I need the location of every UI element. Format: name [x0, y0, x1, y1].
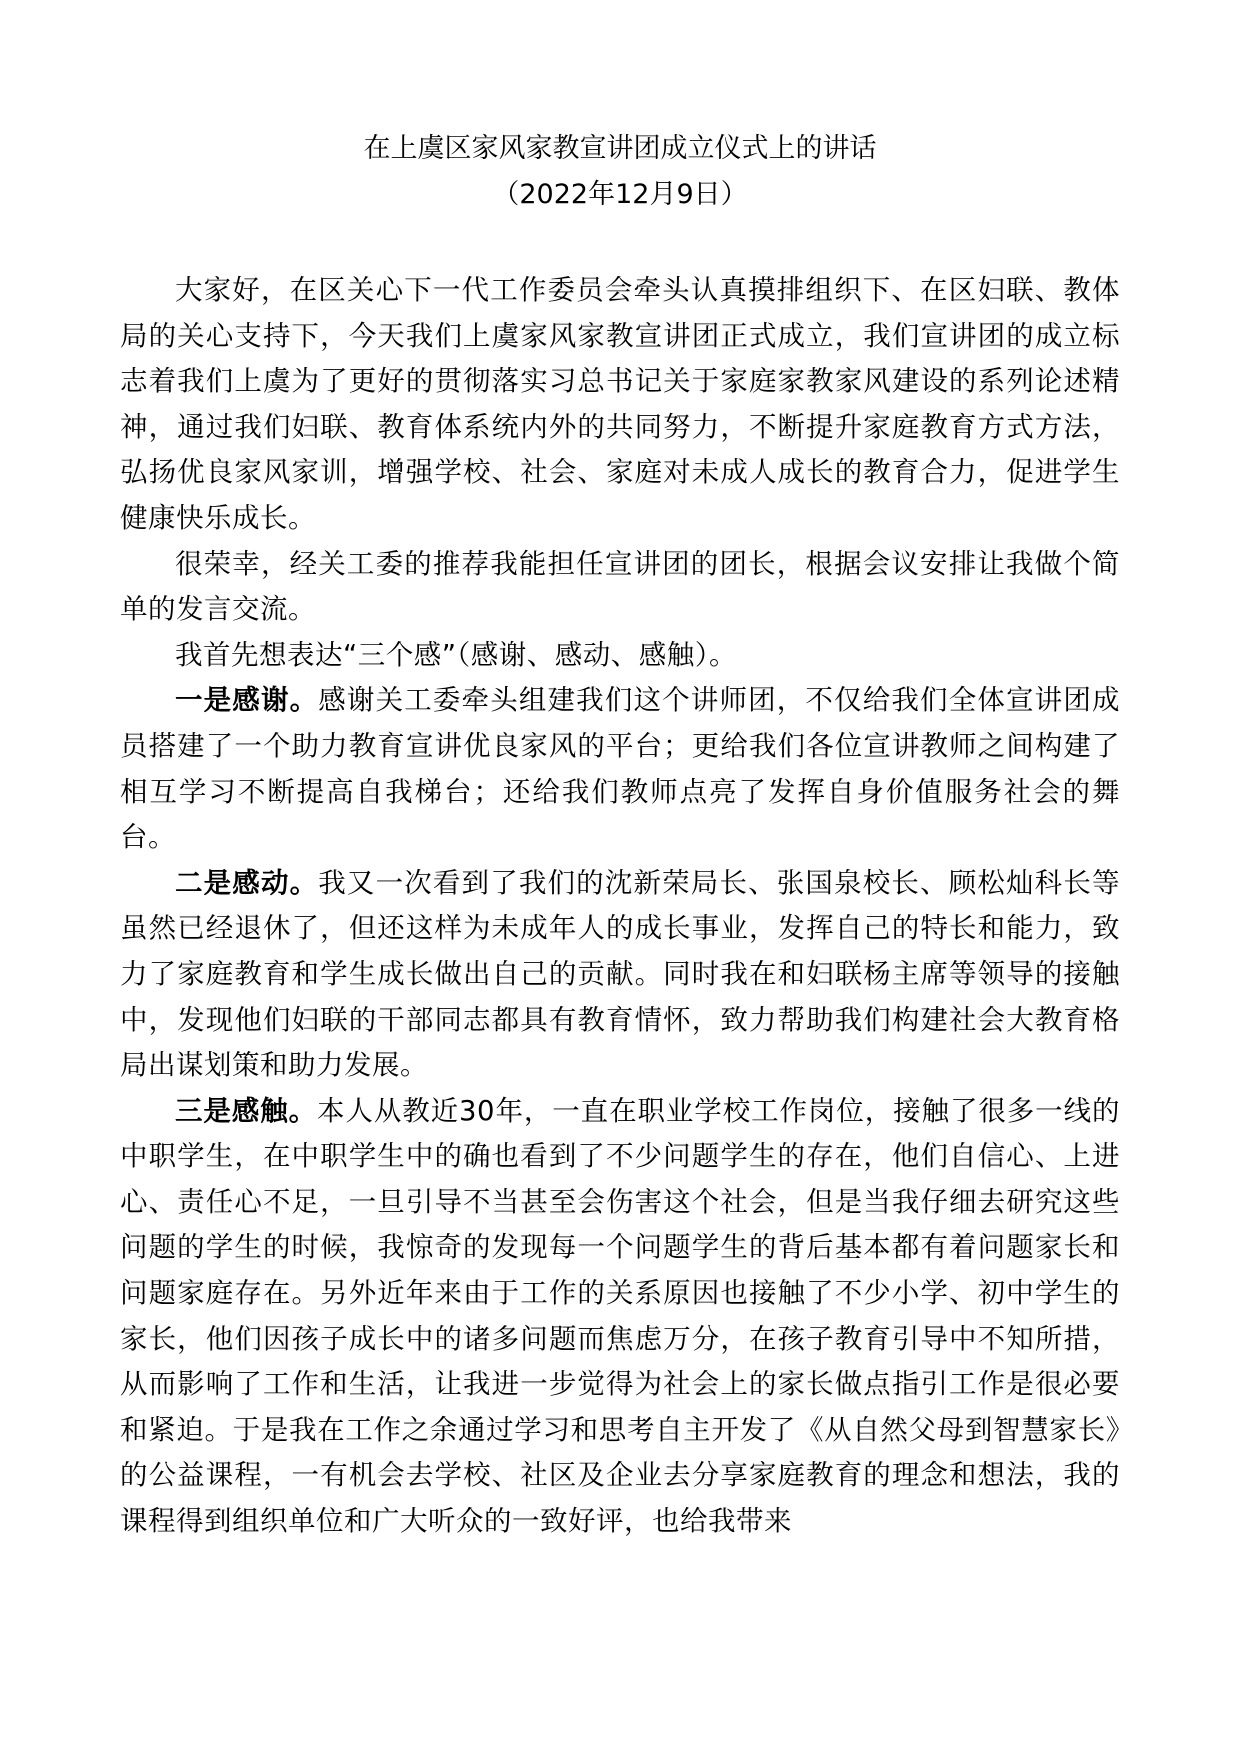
paragraph-text: 大家好，在区关心下一代工作委员会牵头认真摸排组织下、在区妇联、教体局的关心支持下，今天我们上虞家风家教宣讲团正式成立，我们宣讲团的成立标志着我们上虞为了更好的贯彻落实习总书记关于家庭家教家风建设的系列论述精神，通过我们妇联、教育体系统内外的共同努力，不断提升家庭教育方式方法，弘扬优良家风家训，增强学校、社会、家庭对未成人成长的教育合力，促进学生健康快乐成长。 [120, 274, 1120, 534]
title-block [0, 126, 1240, 218]
paragraph-text: 很荣幸，经关工委的推荐我能担任宣讲团的团长，根据会议安排让我做个简单的发言交流。 [120, 547, 1120, 626]
paragraph-lead-heading: 二是感动。 [175, 866, 319, 899]
speech-date: （2022年12月9日） [492, 179, 748, 210]
paragraph-text: 本人从教近30年，一直在职业学校工作岗位，接触了很多一线的中职学生，在中职学生中的确也看到了不少问题学生的存在，他们自信心、上进心、责任心不足，一旦引导不当甚至会伤害这个社会，但是当我仔细去研究这些问题的学生的时候，我惊奇的发现每一个问题学生的背后基本都有着问题家长和问题家庭存在。另外近年来由于工作的关系原因也接触了不少小学、初中学生的家长，他们因孩子成长中的诸多问题而焦虑万分，在孩子教育引导中不知所措，从而影响了工作和生活，让我进一步觉得为社会上的家长做点指引工作是很必要和紧迫。于是我在工作之余通过学习和思考自主开发了《从自然父母到智慧家长》的公益课程，一有机会去学校、社区及企业去分享家庭教育的理念和想法，我的课程得到组织单位和广大听众的一致好评，也给我带来 [120, 1094, 1120, 1538]
page-title: 在上虞区家风家教宣讲团成立仪式上的讲话 [363, 133, 877, 164]
paragraph-lead-heading: 三是感触。 [175, 1094, 318, 1127]
paragraph-lead-heading: 一是感谢。 [175, 684, 319, 717]
paragraph-text: 我又一次看到了我们的沈新荣局长、张国泉校长、顾松灿科长等虽然已经退休了，但还这样为未成年人的成长事业，发挥自己的特长和能力，致力了家庭教育和学生成长做出自己的贡献。同时我在和妇联杨主席等领导的接触中，发现他们妇联的干部同志都具有教育情怀，致力帮助我们构建社会大教育格局出谋划策和助力发展。 [120, 866, 1120, 1082]
paragraph-honor [120, 542, 1120, 633]
paragraph-text: 感谢关工委牵头组建我们这个讲师团，不仅给我们全体宣讲团成员搭建了一个助力教育宣讲优良家风的平台；更给我们各位宣讲教师之间构建了相互学习不断提高自我梯台；还给我们教师点亮了发挥自身价值服务社会的舞台。 [120, 684, 1120, 854]
paragraph-three-feelings [120, 633, 1120, 679]
paragraph-gratitude [120, 678, 1120, 860]
paragraph-greeting [120, 268, 1120, 542]
paragraph-text: 我首先想表达“三个感”（感谢、感动、感触）。 [175, 638, 737, 671]
speech-body [120, 268, 1120, 1545]
paragraph-moved [120, 861, 1120, 1089]
paragraph-reflection [120, 1089, 1120, 1545]
